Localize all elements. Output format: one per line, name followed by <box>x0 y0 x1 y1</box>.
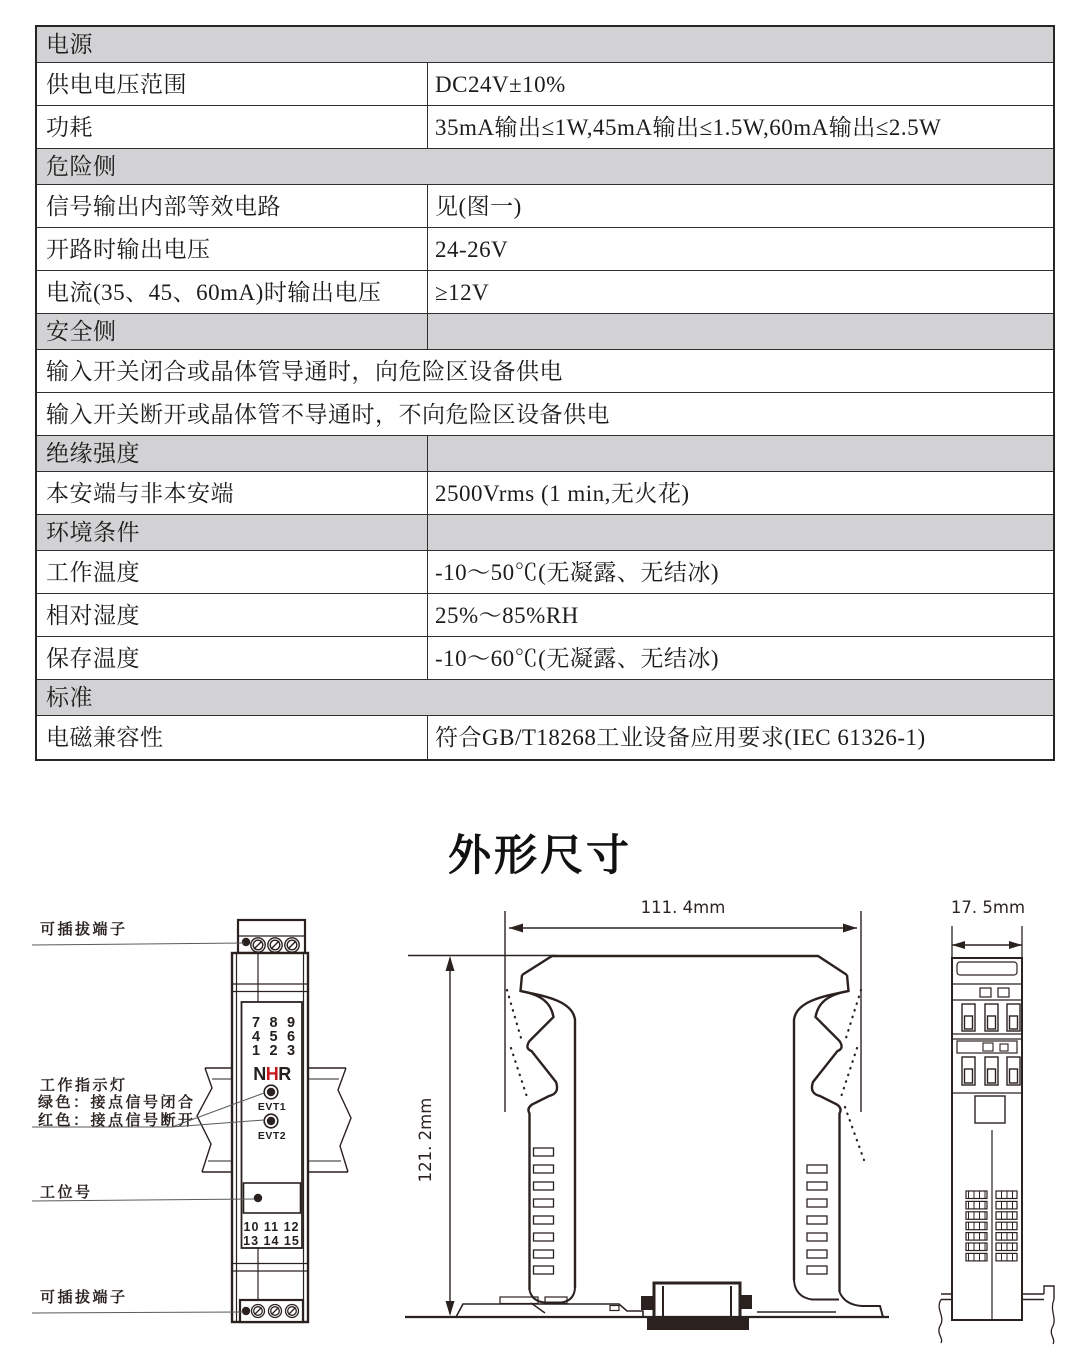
screw-icon <box>252 1305 299 1318</box>
svg-text:10 11 12: 10 11 12 <box>243 1220 300 1234</box>
spec-row <box>37 680 1053 716</box>
height-dimension <box>408 956 557 1317</box>
spec-label: 开路时输出电压 <box>46 236 211 262</box>
depth-dimension <box>951 898 1025 960</box>
spec-row <box>37 436 1053 472</box>
spec-label: 电源 <box>46 32 93 57</box>
spec-label: 供电电压范围 <box>46 71 187 97</box>
spec-row <box>37 393 1053 436</box>
release-clip <box>641 1283 752 1330</box>
label-top-terminal: 可插拔端子 <box>40 921 128 938</box>
vent-grille-left <box>966 1191 987 1261</box>
terminal-dot <box>242 938 250 946</box>
spec-label: 环境条件 <box>46 520 140 545</box>
spec-label: 安全侧 <box>46 319 117 344</box>
svg-text:7: 7 <box>251 1015 261 1031</box>
spec-label: 电磁兼容性 <box>46 725 164 750</box>
front-view-drawing <box>25 895 420 1365</box>
spec-row <box>37 314 1053 350</box>
width-dimension-label: 111. 4mm <box>640 898 726 917</box>
spec-value: 25%～85%RH <box>427 594 1053 636</box>
spec-value: -10～50℃(无凝露、无结冰) <box>427 551 1053 593</box>
vent-slots-left <box>534 1148 554 1274</box>
terminal-dot <box>242 1307 250 1315</box>
depth-dimension-label: 17. 5mm <box>950 898 1026 917</box>
spec-row <box>37 594 1053 637</box>
terminal-block-bottom <box>240 1300 303 1322</box>
side-profile-drawing <box>920 885 1080 1371</box>
spec-row <box>37 27 1053 63</box>
screw-icon <box>251 938 299 952</box>
svg-text:6: 6 <box>286 1029 296 1045</box>
vent-grille-right <box>996 1191 1017 1261</box>
spec-row <box>37 149 1053 185</box>
svg-text:EVT1: EVT1 <box>257 1101 287 1113</box>
section-title: 外形尺寸 <box>448 832 632 880</box>
spec-value: 见(图一) <box>427 185 1053 227</box>
spec-row <box>37 350 1053 393</box>
spec-row <box>37 637 1053 680</box>
spec-value: ≥12V <box>427 271 1053 313</box>
housing-profile <box>507 956 883 1317</box>
svg-text:1: 1 <box>251 1043 261 1059</box>
spec-row <box>37 106 1053 149</box>
label-indicator-red: 红色：接点信号断开 <box>38 1112 196 1129</box>
spec-value: 符合GB/T18268工业设备应用要求(IEC 61326-1) <box>427 716 1053 759</box>
spec-value <box>427 27 1053 62</box>
spec-label: 本安端与非本安端 <box>46 480 234 506</box>
svg-text:13 14 15: 13 14 15 <box>243 1234 300 1248</box>
spec-table <box>35 25 1055 761</box>
spec-value: 24-26V <box>427 228 1053 270</box>
spec-label: 保存温度 <box>46 645 140 671</box>
spec-row <box>37 551 1053 594</box>
height-dimension-label: 121. 2mm <box>416 1097 435 1183</box>
spec-label: 输入开关闭合或晶体管导通时，向危险区设备供电 <box>46 358 563 384</box>
spec-label: 标准 <box>46 685 93 710</box>
spec-label: 绝缘强度 <box>46 441 140 466</box>
label-station: 工位号 <box>40 1184 93 1201</box>
svg-text:EVT2: EVT2 <box>257 1130 287 1142</box>
spec-value: 35mA输出≤1W,45mA输出≤1.5W,60mA输出≤2.5W <box>427 106 1053 148</box>
svg-text:8: 8 <box>269 1015 278 1031</box>
spec-label: 信号输出内部等效电路 <box>46 193 281 219</box>
dimension-view-drawing <box>395 885 895 1371</box>
spec-label: 电流(35、45、60mA)时输出电压 <box>46 279 382 305</box>
spec-row <box>37 271 1053 314</box>
spec-row <box>37 716 1053 759</box>
station-tag <box>244 1183 301 1213</box>
callouts <box>32 920 264 1313</box>
svg-text:3: 3 <box>286 1043 296 1059</box>
label-indicator-title: 工作指示灯 <box>40 1077 128 1094</box>
spec-label: 功耗 <box>46 114 93 140</box>
spec-value <box>427 149 1053 184</box>
label-bottom-terminal: 可插拔端子 <box>40 1289 128 1306</box>
svg-text:5: 5 <box>269 1029 278 1045</box>
spec-value <box>427 680 1053 715</box>
terminal-numbers-bottom <box>243 1220 300 1248</box>
brand-logo: NHR <box>253 1064 291 1084</box>
spec-value: 2500Vrms (1 min,无火花) <box>427 472 1053 514</box>
spec-row <box>37 515 1053 551</box>
spec-value <box>427 314 1053 349</box>
spec-label: 工作温度 <box>46 559 140 585</box>
spec-label: 相对湿度 <box>46 602 140 628</box>
spec-row <box>37 185 1053 228</box>
terminal-block-top <box>238 920 305 953</box>
width-dimension <box>505 898 861 1112</box>
spec-row <box>37 228 1053 271</box>
module-side-body <box>952 958 1022 1320</box>
terminal-numbers-top <box>252 1015 295 1059</box>
spec-value: DC24V±10% <box>427 63 1053 105</box>
spec-value <box>427 436 1053 471</box>
vent-slots-right <box>807 1165 827 1274</box>
spec-row <box>37 63 1053 106</box>
spec-label: 危险侧 <box>46 154 117 179</box>
spec-label: 输入开关断开或晶体管不导通时，不向危险区设备供电 <box>46 401 610 427</box>
svg-text:9: 9 <box>286 1015 296 1031</box>
spec-value: -10～60℃(无凝露、无结冰) <box>427 637 1053 679</box>
spec-value <box>427 515 1053 550</box>
spec-row <box>37 472 1053 515</box>
svg-text:4: 4 <box>251 1029 261 1045</box>
svg-text:2: 2 <box>269 1043 278 1059</box>
label-indicator-green: 绿色：接点信号闭合 <box>38 1094 196 1111</box>
